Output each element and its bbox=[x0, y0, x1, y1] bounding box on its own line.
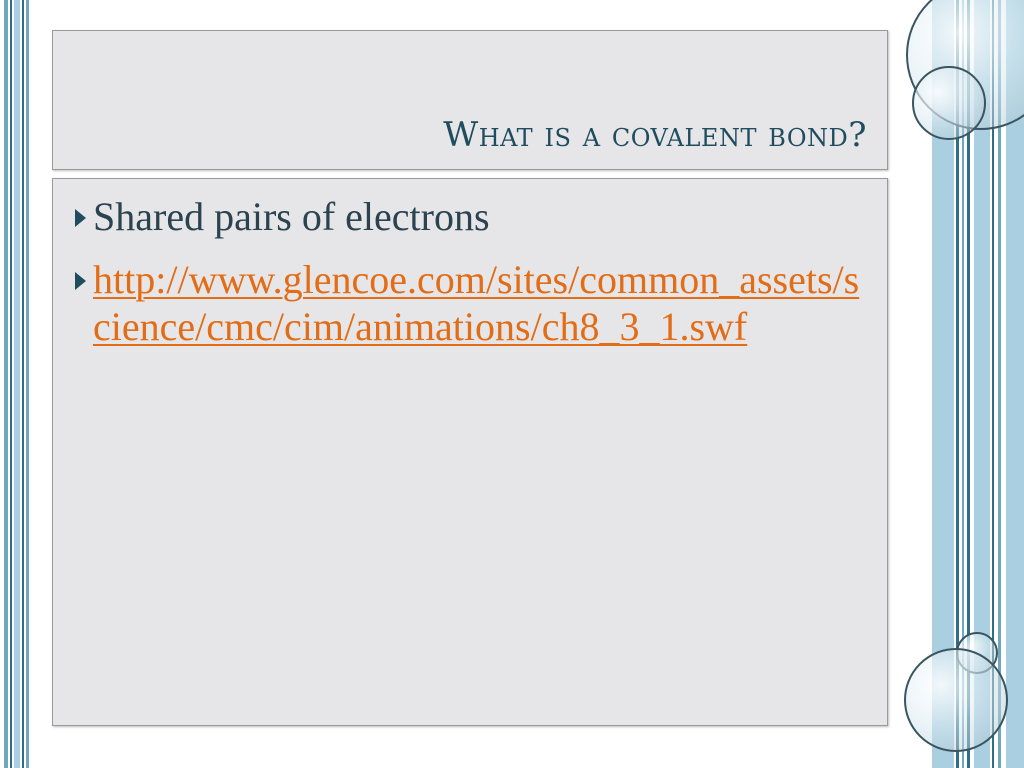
left-stripe-decoration bbox=[0, 0, 32, 768]
bullet-arrow-icon bbox=[75, 272, 86, 290]
title-panel bbox=[52, 30, 888, 170]
bullet-item-link bbox=[81, 256, 875, 350]
animation-link[interactable]: http://www.glencoe.com/sites/common_assets/science/cmc/cim/animations/ch8_3_1.swf bbox=[93, 257, 860, 350]
bullet-item-text bbox=[81, 193, 875, 240]
bubble-small-top bbox=[912, 66, 986, 140]
bullet-text: Shared pairs of electrons bbox=[93, 194, 490, 239]
bullet-arrow-icon bbox=[75, 209, 86, 227]
bubble-decoration bbox=[880, 0, 1024, 768]
bubble-large-bottom bbox=[904, 648, 1008, 752]
bullet-list bbox=[53, 179, 887, 351]
content-panel bbox=[52, 178, 888, 726]
slide-title: What is a covalent bond? bbox=[443, 115, 867, 155]
